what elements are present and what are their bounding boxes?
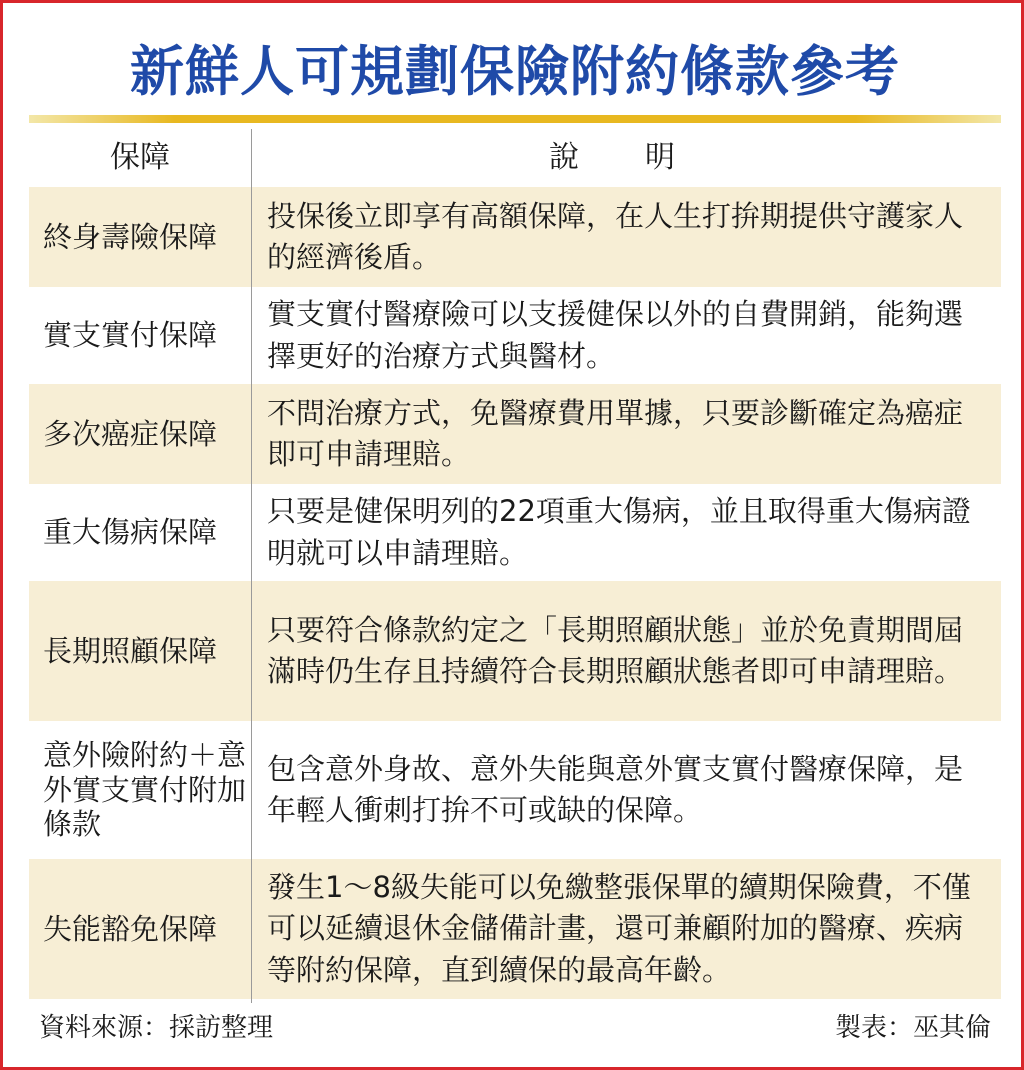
row-description: 只要是健保明列的22項重大傷病，並且取得重大傷病證明就可以申請理賠。 (267, 494, 971, 570)
author-credit: 製表：巫其倫 (834, 1013, 991, 1043)
row-label: 實支實付保障 (43, 318, 218, 353)
row-description: 實支實付醫療險可以支援健保以外的自費開銷，能夠選擇更好的治療方式與醫材。 (267, 297, 964, 373)
insurance-table (29, 129, 1001, 999)
table-header (29, 129, 1001, 187)
table-row (29, 721, 1001, 859)
table-row (29, 581, 1001, 721)
row-label: 失能豁免保障 (43, 911, 218, 946)
row-label: 終身壽險保障 (43, 219, 218, 254)
table-row (29, 484, 1001, 581)
table-row (29, 287, 1001, 384)
row-description: 包含意外身故、意外失能與意外實支實付醫療保障，是年輕人衝刺打拚不可或缺的保障。 (267, 751, 964, 827)
title-underline (29, 115, 1001, 123)
row-label: 多次癌症保障 (43, 416, 218, 451)
table-row (29, 187, 1001, 287)
row-description: 不問治療方式，免醫療費用單據，只要診斷確定為癌症即可申請理賠。 (267, 395, 964, 471)
row-description: 投保後立即享有高額保障，在人生打拚期提供守護家人的經濟後盾。 (267, 198, 964, 274)
row-label: 意外險附約＋意外實支實付附加條款 (43, 737, 247, 842)
row-label: 長期照顧保障 (43, 633, 218, 668)
table-row (29, 859, 1001, 999)
footer (39, 1007, 991, 1044)
source-credit: 資料來源：採訪整理 (39, 1013, 274, 1043)
row-label: 重大傷病保障 (43, 515, 218, 550)
header-coverage: 保障 (110, 140, 170, 175)
page-title: 新鮮人可規劃保險附約條款參考 (130, 40, 900, 103)
table-row (29, 384, 1001, 484)
row-description: 只要符合條款約定之「長期照顧狀態」並於免責期間屆滿時仍生存且持續符合長期照顧狀態者即可申請理賠。 (267, 612, 964, 688)
header-description: 說 明 (549, 139, 693, 175)
column-divider (251, 129, 252, 1003)
row-description: 發生1～8級失能可以免繳整張保單的續期保險費，不僅可以延續退休金儲備計畫，還可兼顧附加的醫療、疾病等附約保障，直到續保的最高年齡。 (267, 870, 971, 987)
